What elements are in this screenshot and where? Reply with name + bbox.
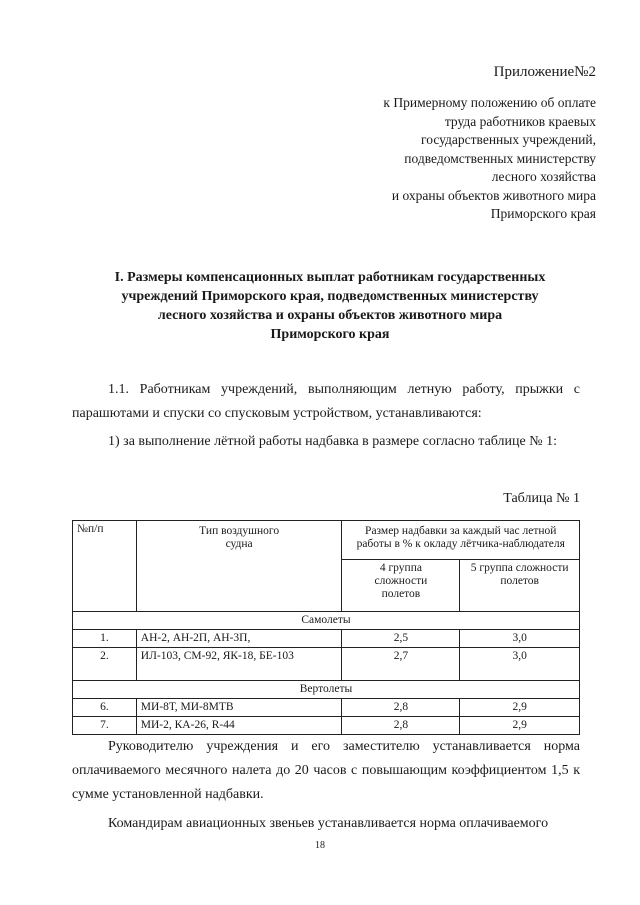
header-allowance-size: Размер надбавки за каждый час летной работы в % к окладу лётчика-наблюдателя (342, 521, 580, 560)
annex-line: труда работников краевых (444, 113, 596, 129)
header-aircraft-type: Тип воздушного судна (136, 521, 342, 612)
paragraph-commanders: Командирам авиационных звеньев устанавливается норма оплачиваемого (108, 816, 549, 831)
cell-group-4: 2,7 (342, 648, 460, 681)
table-caption: Таблица № 1 (503, 491, 580, 506)
annex-line: и охраны объектов животного мира (391, 187, 596, 203)
heading-line: Приморского края (270, 327, 390, 342)
paragraph-1-1: 1.1. Работникам учреждений, выполняющим летную работу, прыжки с парашютами и спуски со спусковым устройством, устанавливаются: (72, 382, 580, 421)
cell-aircraft: АН-2, АН-2П, АН-3П, (136, 630, 342, 648)
annex-line: Приморского края (490, 206, 596, 221)
table-row (73, 699, 580, 717)
paragraph-head-norm: Руководителю учреждения и его заместителю устанавливается норма оплачиваемого месячного налета до 20 часов с повышающим коэффициентом 1,5 к сумме установленной надбавки. (72, 739, 580, 802)
table-row (73, 630, 580, 648)
cell-group-5: 2,9 (460, 699, 580, 717)
cell-group-4: 2,5 (342, 630, 460, 648)
cell-aircraft: ИЛ-103, СМ-92, ЯК-18, БЕ-103 (136, 648, 342, 681)
section-row-helicopters: Вертолеты (73, 681, 580, 699)
heading-line: I. Размеры компенсационных выплат работникам государственных (114, 270, 546, 285)
table-row (73, 648, 580, 681)
header-group-4: 4 группа сложности полетов (342, 559, 460, 611)
paragraph-item-1: 1) за выполнение лётной работы надбавка в размере согласно таблице № 1: (108, 434, 557, 449)
annex-line: лесного хозяйства (491, 169, 596, 184)
cell-number: 1. (73, 630, 137, 648)
header-group-5: 5 группа сложности полетов (460, 559, 580, 611)
cell-number: 2. (73, 648, 137, 681)
table-row (73, 717, 580, 735)
cell-group-5: 3,0 (460, 630, 580, 648)
cell-aircraft: МИ-2, КА-26, R-44 (136, 717, 342, 735)
cell-group-4: 2,8 (342, 699, 460, 717)
cell-aircraft: МИ-8Т, МИ-8МТВ (136, 699, 342, 717)
cell-number: 7. (73, 717, 137, 735)
annex-line: подведомственных министерству (404, 150, 596, 166)
allowance-table (72, 520, 580, 735)
heading-line: учреждений Приморского края, подведомственных министерству (121, 289, 539, 304)
annex-title: Приложение№2 (493, 64, 596, 80)
section-heading (60, 268, 600, 344)
page-number: 18 (315, 840, 325, 851)
cell-group-4: 2,8 (342, 717, 460, 735)
section-row-planes: Самолеты (73, 612, 580, 630)
cell-group-5: 3,0 (460, 648, 580, 681)
annex-description (383, 94, 596, 224)
cell-number: 6. (73, 699, 137, 717)
annex-line: к Примерному положению об оплате (383, 95, 596, 110)
heading-line: лесного хозяйства и охраны объектов животного мира (157, 308, 503, 323)
cell-group-5: 2,9 (460, 717, 580, 735)
annex-line: государственных учреждений, (421, 132, 596, 147)
header-number: №п/п (73, 521, 137, 612)
